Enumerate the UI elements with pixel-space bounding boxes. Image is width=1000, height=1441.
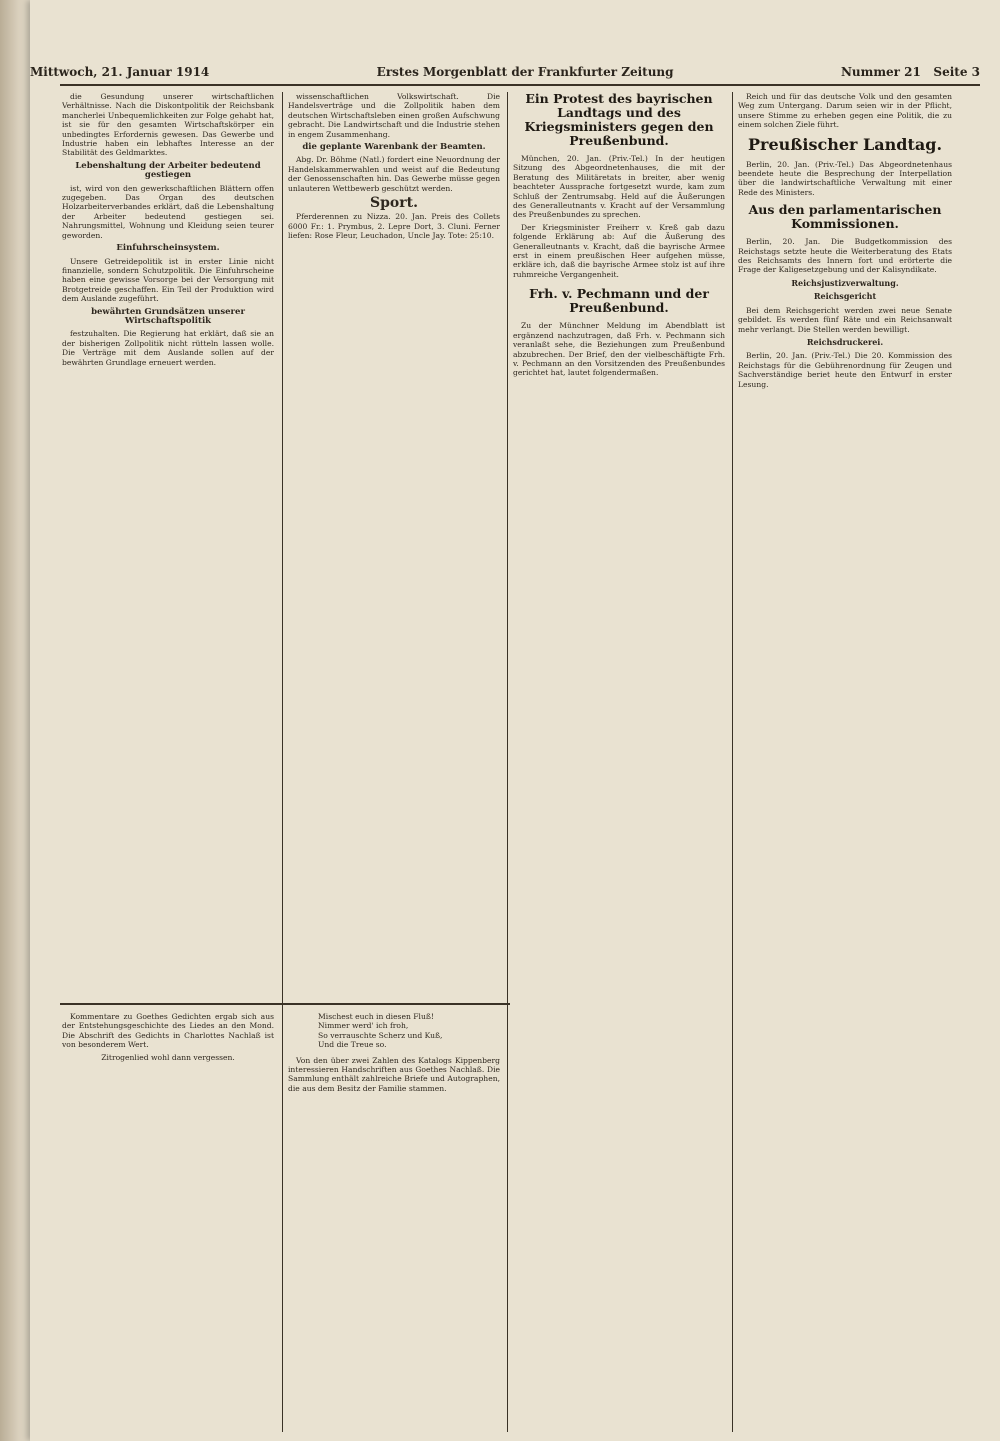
col4-text-5: Berlin, 20. Jan. (Priv.-Tel.) Die 20. Kommission des Reichstags für die Gebührenordnung für Zeugen und Sachverständige beriet heute den Entwurf in erster Lesung. [738,351,952,389]
poem-line: So verrauschte Scherz und Kuß, [318,1030,443,1040]
col2-text-2: Abg. Dr. Böhme (Natl.) fordert eine Neuordnung der Handelskammerwahlen und weist auf die Bedeutung der Genossenschaften hin. Das Gewerbe müsse gegen unlauteren Wettbewerb geschützt werden. [288,155,500,193]
issue-number-page [841,65,980,79]
masthead [30,62,980,82]
col3-text-3: Zu der Münchner Meldung im Abendblatt ist ergänzend nachzutragen, daß Frh. v. Pechmann sich veranlaßt sehe, die Beziehungen zum Preußenbund abzubrechen. Der Brief, den der vielbeschäftigte Frh. v. Pechmann an den Vorsitzenden des Preußenbundes gerichtet hat, lautet folgendermaßen. [513,321,725,378]
col4-text-3: Berlin, 20. Jan. Die Budgetkommission des Reichstags setzte heute die Weiterberatung des Etats des Reichsamts des Innern fort und erörterte die Frage der Kaligesetzgebung und der Kalisyndikate. [738,237,952,275]
masthead-rule [60,84,980,86]
feuilleton-right [288,1012,500,1401]
sport-text: Pferderennen zu Nizza. 20. Jan. Preis des Collets 6000 Fr.: 1. Prymbus, 2. Lepre Dort, 3. Cluni. Ferner liefen: Rose Fleur, Leuchadon, Uncle Jay. Tote: 25:10. [288,212,500,241]
col4-text-2: Berlin, 20. Jan. (Priv.-Tel.) Das Abgeordnetenhaus beendete heute die Besprechung der Interpellation über die landwirtschaftliche Verwaltung mit einer Rede des Ministers. [738,159,952,197]
column-divider-1 [282,92,283,1432]
feuilleton-left [62,1012,274,1401]
col2-text-1: wissenschaftlichen Volkswirtschaft. Die Handelsverträge und die Zollpolitik haben dem deutschen Wirtschaftsleben einen großen Aufschwung gebracht. Die Landwirtschaft und die Industrie stehen in engem Zusammenhang. [288,92,500,139]
column-divider-3 [732,92,733,1432]
col4-text-4: Bei dem Reichsgericht werden zwei neue Senate gebildet. Es werden fünf Räte und ein Reichsanwalt mehr verlangt. Die Stellen werden bewilligt. [738,305,952,334]
col3-text-1: München, 20. Jan. (Priv.-Tel.) In der heutigen Sitzung des Abgeordnetenhauses, die mit der Beratung des Militäretats in breiter, aber wenig beachteter Aussprache fortgesetzt wurde, kam zum Schluß der Zentrumsabg. Held auf die Äußerungen des Generalleutnants v. Kracht auf der Versammlung des Preußenbundes zu sprechen. [513,154,725,220]
headline-kommissionen: Aus den parlamentarischen Kommissionen. [748,202,942,232]
col4-text-1: Reich und für das deutsche Volk und den gesamten Weg zum Untergang. Darum seien wir in der Pflicht, unsere Stimme zu erheben gegen eine Politik, die zu einem solchen Ziele führt. [738,92,952,130]
col1-text-3: Unsere Getreidepolitik ist in erster Linie nicht finanzielle, sondern Schutzpolitik. Die Einfuhrscheine haben eine gewisse Vorsorge bei der Versorgung mit Brotgetreide geschaffen. Ein Teil der Produktion wird dem Auslande zugeführt. [62,256,274,304]
col1-heading-1: Lebenshaltung der Arbeiter bedeutend gestiegen [75,160,261,181]
issue-date: Mittwoch, 21. Januar 1914 [30,65,210,79]
sport-heading: Sport. [370,195,418,212]
poem-line: Und die Treue so. [318,1040,387,1050]
headline-pechmann: Frh. v. Pechmann und der Preußenbund. [529,286,709,316]
col1-heading-3: bewährten Grundsätzen unserer Wirtschaftspolitik [91,306,245,326]
column-4 [738,92,952,1401]
poem-line: Mischest euch in diesen Fluß! [318,1012,434,1021]
col4-heading-1: Reichsjustizverwaltung. [791,277,899,288]
col4-heading-2: Reichsgericht [813,291,877,302]
col4-heading-3: Reichsdruckerei. [806,336,884,347]
page-number: Seite 3 [933,65,980,79]
feuilleton-right-text: Von den über zwei Zahlen des Katalogs Kippenberg interessieren Handschriften aus Goethes Nachlaß. Die Sammlung enthält zahlreiche Briefe und Autographen, die aus dem Besitz der Familie stammen. [288,1055,500,1093]
poem-line: Nimmer werd' ich froh, [318,1021,409,1031]
col1-text-4: festzuhalten. Die Regierung hat erklärt, daß sie an der bisherigen Zollpolitik nicht rütteln lassen wolle. Die Verträge mit dem Auslande sollen auf der bewährten Grundlage erneuert werden. [62,329,274,367]
col3-text-2: Der Kriegsminister Freiherr v. Kreß gab dazu folgende Erklärung ab: Auf die Äußerung des Generalleutnants v. Kracht, daß die bayrische Armee erst in einem preußischen Heer aufgehen müsse, erkläre ich, daß die bayrische Armee stolz ist auf ihre ruhmreiche Vergangenheit. [513,222,725,279]
feuilleton-rule [60,1003,510,1005]
headline-protest: Ein Protest des bayrischen Landtags und des Kriegsministers gegen den Preußenbund. [524,92,714,148]
column-1 [62,92,274,995]
page-fold-shadow [0,0,30,1441]
col1-text-1: die Gesundung unserer wirtschaftlichen Verhältnisse. Nach die Diskontpolitik der Reichsbank mancherlei Unbequemlichkeiten zur Folge gehabt hat, ist sie für den gesamten Wirtschaftskörper ein unbedingtes Erfordernis gewesen. Das Gewerbe und Industrie haben ein lebhaftes Interesse an der Stabilität des Geldmarktes. [62,92,274,158]
headline-landtag: Preußischer Landtag. [747,134,943,154]
column-divider-2 [507,92,508,1432]
newspaper-title: Erstes Morgenblatt der Frankfurter Zeitung [376,65,674,79]
feuilleton-signature: Zitrogenlied wohl dann vergessen. [101,1052,235,1062]
col1-heading-2: Einfuhrscheinsystem. [116,243,220,254]
column-2 [288,92,500,995]
issue-number: Nummer 21 [840,65,921,79]
poem [288,1012,500,1050]
col1-text-2: ist, wird von den gewerkschaftlichen Blättern offen zugegeben. Das Organ des deutschen Holzarbeiterverbandes erklärt, daß die Lebenshaltung der Arbeiter bedeutend gestiegen sei. Nahrungsmittel, Wohnung und Kleidung seien teurer geworden. [62,183,274,240]
col2-heading-1: die geplante Warenbank der Beamten. [302,142,486,153]
feuilleton-left-text: Kommentare zu Goethes Gedichten ergab sich aus der Entstehungsgeschichte des Liedes an den Mond. Die Abschrift des Gedichts in Charlottes Nachlaß ist von besonderem Wert. [62,1012,274,1050]
column-3 [513,92,725,1401]
